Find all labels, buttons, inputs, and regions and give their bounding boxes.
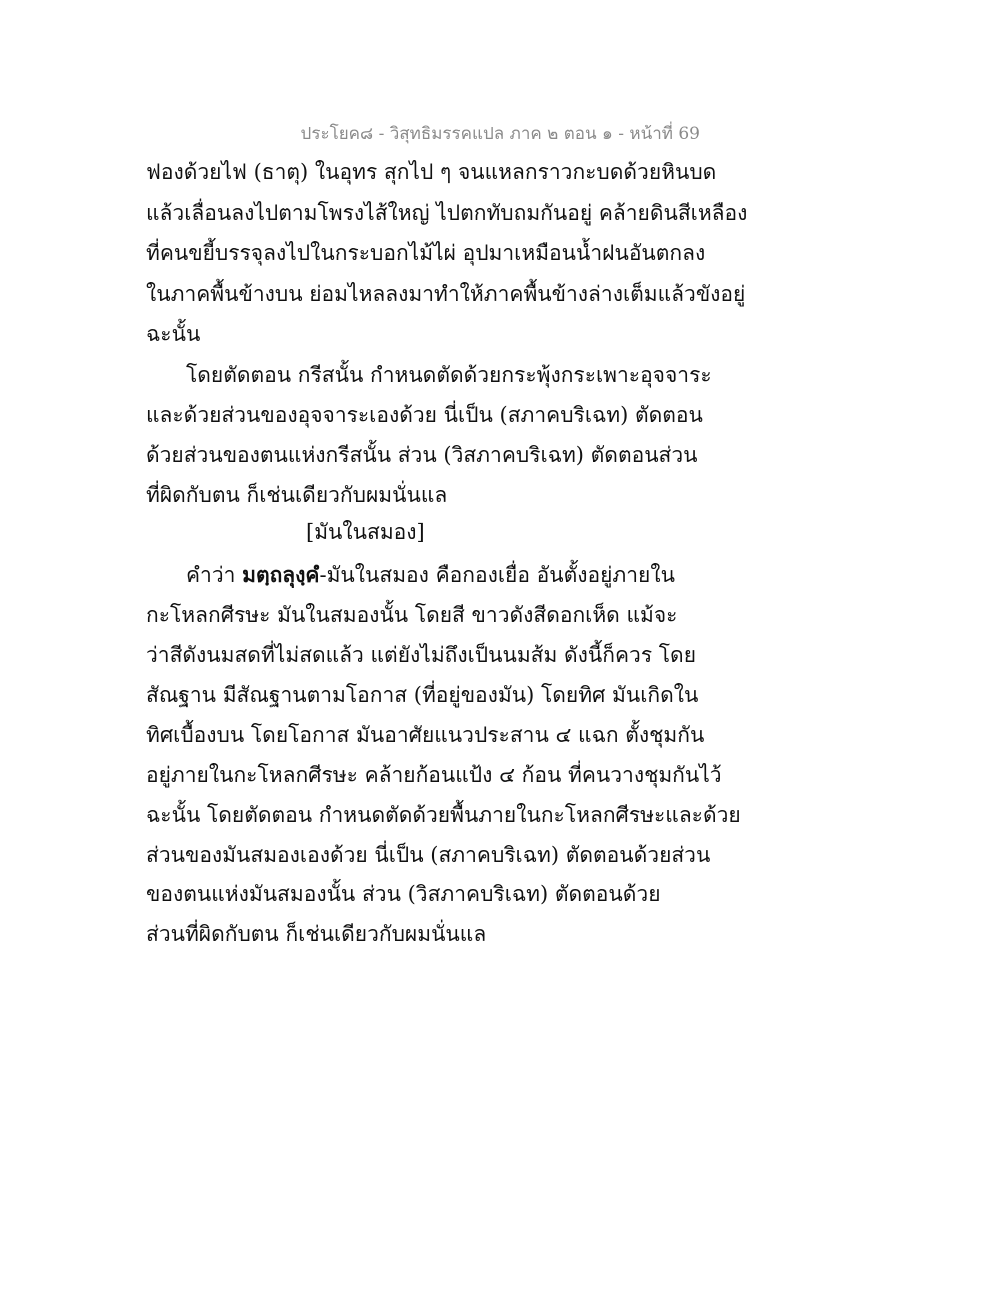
text-line: ส่วนที่ผิดกับตน ก็เช่นเดียวกับผมนั่นแล — [146, 922, 487, 946]
text-line: ในภาคพื้นข้างบน ย่อมไหลลงมาทำให้ภาคพื้นข้างล่างเต็มแล้วขังอยู่ — [146, 282, 746, 306]
text-line: สัณฐาน มีสัณฐานตามโอกาส (ที่อยู่ของมัน) โดยทิศ มันเกิดใน — [146, 683, 699, 707]
text-line: ทิศเบื้องบน โดยโอกาส มันอาศัยแนวประสาน ๔ แฉก ตั้งชุมกัน — [146, 723, 705, 747]
text-line: ฟองด้วยไฟ (ธาตุ) ในอุทร สุกไป ๆ จนแหลกราวกะบดด้วยหินบด — [146, 160, 717, 184]
text-line: ที่คนขยี้บรรจุลงไปในกระบอกไม้ไผ่ อุปมาเหมือนน้ำฝนอันตกลง — [146, 241, 706, 265]
text-line: แล้วเลื่อนลงไปตามโพรงไส้ใหญ่ ไปตกทับถมกันอยู่ คล้ายดินสีเหลือง — [146, 201, 748, 225]
text-line: ส่วนของมันสมองเองด้วย นี่เป็น (สภาคบริเฉท) ตัดตอนด้วยส่วน — [146, 843, 711, 867]
intro-prefix: คำว่า — [186, 563, 243, 587]
text-line: ของตนแห่งมันสมองนั้น ส่วน (วิสภาคบริเฉท) ตัดตอนด้วย — [146, 882, 661, 906]
pali-term: มตฺถลุงฺคํ — [242, 562, 320, 587]
text-line: และด้วยส่วนของอุจจาระเองด้วย นี่เป็น (สภาคบริเฉท) ตัดตอน — [146, 403, 703, 427]
text-line: กะโหลกศีรษะ มันในสมองนั้น โดยสี ขาวดังสีดอกเห็ด แม้จะ — [146, 603, 678, 627]
text-line: ฉะนั้น โดยตัดตอน กำหนดตัดด้วยพื้นภายในกะโหลกศีรษะและด้วย — [146, 803, 741, 827]
text-line: ด้วยส่วนของตนแห่งกรีสนั้น ส่วน (วิสภาคบริเฉท) ตัดตอนส่วน — [146, 443, 698, 467]
text-line: อยู่ภายในกะโหลกศีรษะ คล้ายก้อนแป้ง ๔ ก้อน ที่คนวางชุมกันไว้ — [146, 763, 722, 787]
paragraph-first-line: โดยตัดตอน กรีสนั้น กำหนดตัดด้วยกระพุ้งกระเพาะอุจจาระ — [186, 363, 712, 387]
running-header: ประโยค๘ - วิสุทธิมรรคแปล ภาค ๒ ตอน ๑ - หน้าที่ 69 — [300, 124, 700, 144]
paragraph-first-line — [186, 561, 675, 589]
intro-suffix: -มันในสมอง คือกองเยื่อ อันตั้งอยู่ภายใน — [319, 563, 675, 587]
section-heading: [มันในสมอง] — [306, 520, 425, 544]
text-line: ที่ผิดกับตน ก็เช่นเดียวกับผมนั่นแล — [146, 483, 448, 507]
text-line: ฉะนั้น — [146, 322, 201, 346]
text-line: ว่าสีดังนมสดที่ไม่สดแล้ว แต่ยังไม่ถึงเป็นนมส้ม ดังนี้ก็ควร โดย — [146, 643, 696, 667]
